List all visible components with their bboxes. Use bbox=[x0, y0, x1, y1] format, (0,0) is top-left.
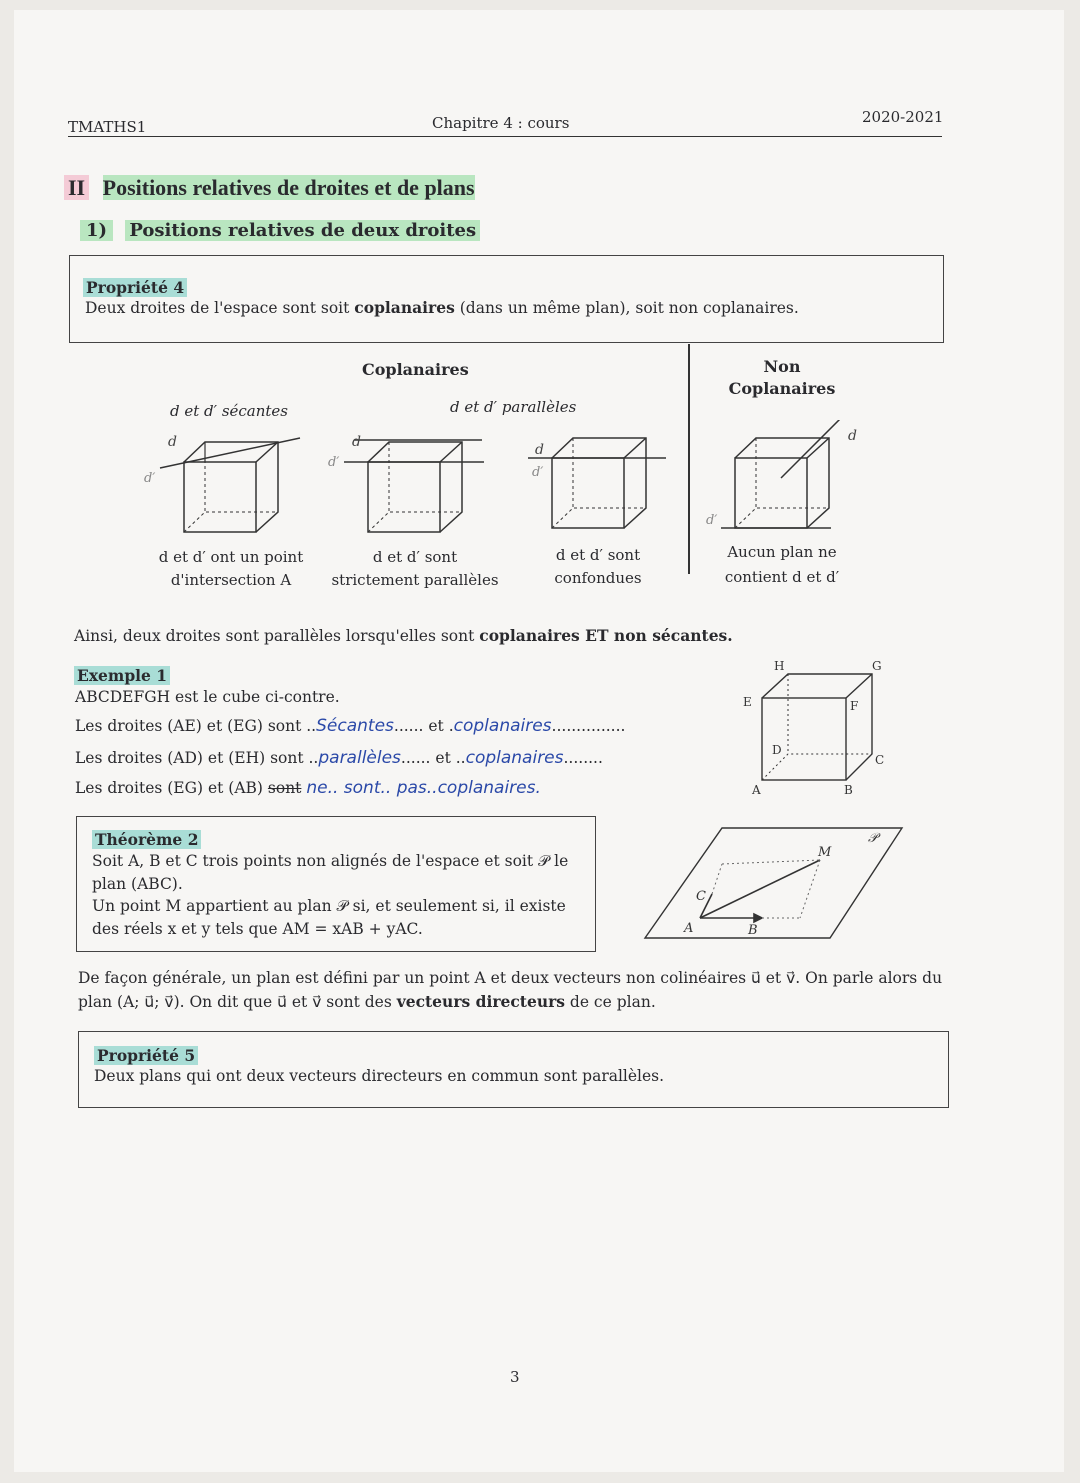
cube1-d: d bbox=[168, 434, 177, 450]
cap3-l1: d et d′ sont bbox=[555, 546, 641, 564]
ex1-l2-end: ........ bbox=[563, 749, 603, 767]
ex1-l1-mid: ...... et . bbox=[393, 717, 454, 735]
cap2-l2: strictement parallèles bbox=[331, 571, 499, 589]
ainsi-sentence bbox=[74, 626, 733, 645]
plane-label-c: C bbox=[696, 889, 706, 904]
caption-secantes bbox=[146, 546, 316, 592]
exemple1-label-text: Exemple 1 bbox=[74, 666, 170, 685]
cube1-dprime: d′ bbox=[144, 471, 156, 486]
cube4-d: d bbox=[848, 428, 857, 444]
cap1-l1: d et d′ ont un point bbox=[158, 548, 304, 566]
exemple1-line2 bbox=[75, 748, 603, 768]
propriete5-text: Deux plans qui ont deux vecteurs directeurs en commun sont parallèles. bbox=[94, 1067, 665, 1085]
generale-l1: De façon générale, un plan est défini par un point A et deux vecteurs non colinéaires u⃗ et v⃗. On parle alors du bbox=[78, 969, 943, 987]
propriete4-label bbox=[83, 278, 187, 297]
plane-figure bbox=[640, 820, 910, 944]
cube3-d: d bbox=[535, 442, 544, 458]
nc-title-1: Non bbox=[763, 357, 801, 376]
theoreme2-label bbox=[92, 830, 201, 849]
ex1-l1-end: ............... bbox=[551, 717, 626, 735]
cube-label-b: B bbox=[844, 783, 853, 797]
ex1-l3-answer: ne.. sont.. pas..coplanaires. bbox=[306, 778, 541, 798]
cube-label-a: A bbox=[752, 783, 761, 797]
cube-label-f: F bbox=[850, 699, 859, 713]
header-rule bbox=[68, 136, 942, 137]
ex1-l1-answer2: coplanaires bbox=[453, 716, 552, 736]
cube-label-g: G bbox=[872, 659, 882, 673]
plane-label-p: 𝒫 bbox=[868, 831, 878, 846]
generale-paragraph bbox=[78, 966, 958, 1014]
theoreme2-text bbox=[92, 850, 587, 940]
ex1-l2-answer2: coplanaires bbox=[465, 748, 564, 768]
page-number: 3 bbox=[510, 1368, 520, 1386]
cube2-dprime: d′ bbox=[328, 455, 340, 470]
generale-l2-bold: vecteurs directeurs bbox=[396, 992, 565, 1011]
cube-label-h: H bbox=[774, 659, 785, 673]
th2-l4: des réels x et y tels que AM = xAB + yAC. bbox=[92, 919, 423, 938]
cap4-l1: Aucun plan ne bbox=[727, 543, 837, 561]
caption-confondues bbox=[528, 544, 668, 590]
exemple1-label bbox=[74, 666, 170, 685]
caption-paralleles bbox=[326, 546, 504, 592]
plane-label-m: M bbox=[818, 845, 832, 860]
ex1-l2-prefix: Les droites (AD) et (EH) sont .. bbox=[75, 749, 319, 767]
cap1-l2: d'intersection A bbox=[170, 571, 292, 589]
cube-abcdefgh bbox=[740, 658, 890, 798]
cube-label-d: D bbox=[772, 743, 782, 757]
plane-label-a: A bbox=[684, 921, 694, 936]
th2-l1: Soit A, B et C trois points non alignés de l'espace et soit 𝒫 le bbox=[92, 852, 569, 870]
generale-l2-start: plan (A; u⃗; v⃗). On dit que u⃗ et v⃗ sont des bbox=[78, 993, 397, 1011]
section-text: Positions relatives de droites et de plans bbox=[102, 175, 475, 200]
secantes-label: d et d′ sécantes bbox=[170, 402, 289, 420]
th2-l2: plan (ABC). bbox=[92, 874, 183, 893]
propriete4-text bbox=[85, 298, 799, 317]
cap2-l1: d et d′ sont bbox=[372, 548, 458, 566]
cube-paralleles bbox=[344, 440, 484, 532]
cube2-d: d bbox=[352, 434, 361, 450]
ex1-l1-prefix: Les droites (AE) et (EG) sont .. bbox=[75, 717, 317, 735]
ex1-l2-mid: ...... et .. bbox=[400, 749, 466, 767]
cap3-l2: confondues bbox=[554, 569, 642, 587]
cube-label-c: C bbox=[875, 753, 885, 767]
cube-secantes bbox=[160, 438, 300, 532]
subsection-number: 1) bbox=[80, 220, 113, 241]
th2-l3: Un point M appartient au plan 𝒫 si, et seulement si, il existe bbox=[92, 897, 566, 915]
p4-end: (dans un même plan), soit non coplanaires. bbox=[454, 299, 799, 317]
cap4-l2: contient d et d′ bbox=[724, 568, 840, 586]
exemple1-intro: ABCDEFGH est le cube ci-contre. bbox=[75, 688, 340, 706]
cube-label-e: E bbox=[743, 695, 752, 709]
ex1-l1-answer1: Sécantes bbox=[316, 716, 394, 736]
subsection-title bbox=[80, 220, 480, 241]
p4-start: Deux droites de l'espace sont soit bbox=[85, 299, 355, 317]
exemple1-line1 bbox=[75, 716, 625, 736]
theoreme2-label-text: Théorème 2 bbox=[92, 830, 201, 849]
exemple1-line3 bbox=[75, 778, 541, 798]
plane-label-b: B bbox=[748, 923, 758, 938]
ex1-l2-answer1: parallèles bbox=[318, 748, 401, 768]
ex1-l3-prefix: Les droites (EG) et (AB) bbox=[75, 779, 268, 797]
header-right: 2020-2021 bbox=[862, 108, 944, 126]
section-number: II bbox=[64, 175, 89, 200]
ainsi-bold: coplanaires ET non sécantes. bbox=[479, 626, 733, 645]
propriete4-label-text: Propriété 4 bbox=[83, 278, 187, 297]
header-center: Chapitre 4 : cours bbox=[432, 114, 570, 132]
cube-non-coplanaires bbox=[721, 420, 851, 528]
propriete5-label bbox=[94, 1046, 198, 1065]
cube3-dprime: d′ bbox=[532, 465, 544, 480]
header-left: TMATHS1 bbox=[68, 118, 147, 136]
generale-l2-end: de ce plan. bbox=[564, 993, 656, 1011]
ex1-l3-struck: sont bbox=[267, 779, 302, 797]
caption-non-coplanaires bbox=[712, 540, 852, 590]
coplanaires-title: Coplanaires bbox=[362, 360, 469, 379]
subsection-text: Positions relatives de deux droites bbox=[125, 220, 480, 241]
cube-confondues bbox=[528, 438, 666, 528]
cubes-figure bbox=[130, 420, 860, 550]
ainsi-text: Ainsi, deux droites sont parallèles lorsqu'elles sont bbox=[74, 627, 480, 645]
p4-bold: coplanaires bbox=[354, 298, 455, 317]
non-coplanaires-title bbox=[712, 356, 852, 400]
propriete5-label-text: Propriété 5 bbox=[94, 1046, 198, 1065]
cube4-dprime: d′ bbox=[706, 513, 718, 528]
nc-title-2: Coplanaires bbox=[728, 379, 836, 398]
paralleles-label: d et d′ parallèles bbox=[450, 398, 577, 416]
section-title bbox=[64, 175, 475, 201]
